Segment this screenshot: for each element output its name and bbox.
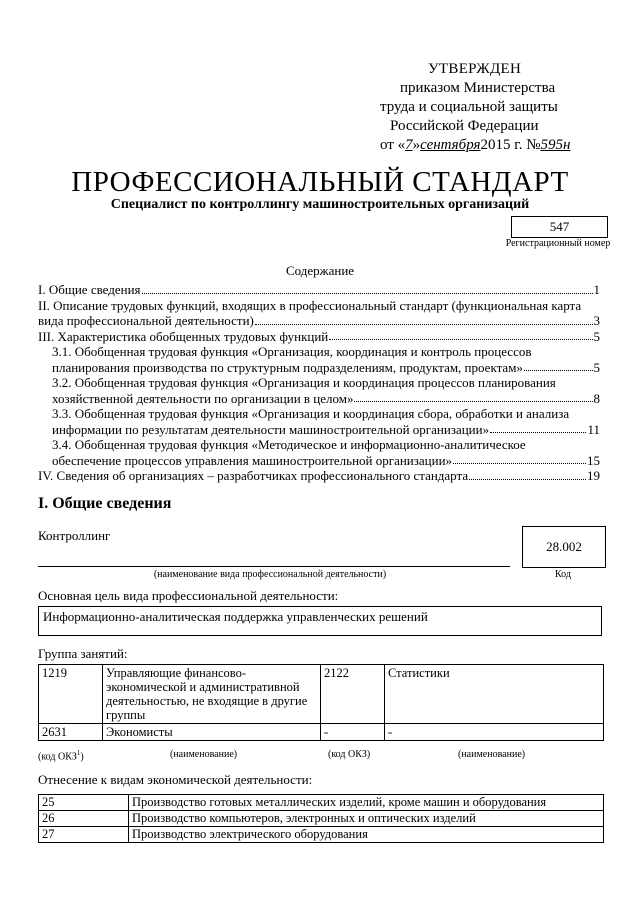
- approval-date: от «7»сентября2015 г. №595н: [380, 137, 571, 153]
- toc-page-number: 11: [587, 421, 600, 437]
- toc-item-text: 3.2. Обобщенная трудовая функция «Организация и координация процессов планирования: [52, 375, 556, 390]
- toc-item[interactable]: [38, 406, 600, 422]
- okz-code: 2122: [321, 665, 385, 724]
- toc-page-number: 15: [587, 452, 600, 468]
- toc-item[interactable]: [38, 437, 600, 453]
- toc-item-text: III. Характеристика обобщенных трудовых функций: [38, 328, 329, 344]
- approval-block: [380, 60, 620, 155]
- table-row: [39, 724, 604, 741]
- okved-code: 26: [39, 811, 129, 827]
- toc-page-number: 5: [593, 359, 600, 375]
- handwritten-number: 595н: [540, 137, 571, 153]
- table-row: [39, 811, 604, 827]
- okz-code: -: [321, 724, 385, 741]
- toc-leader-dots: [329, 339, 592, 340]
- okved-table: [38, 794, 604, 843]
- okz-name: Экономисты: [103, 724, 321, 741]
- toc-page-number: 8: [593, 390, 600, 406]
- okz-code-caption: (код ОКЗ): [328, 749, 371, 760]
- toc-leader-dots: [354, 401, 592, 402]
- toc-leader-dots: [490, 432, 586, 433]
- activity-caption: (наименование вида профессиональной деятельности): [153, 569, 387, 580]
- toc-heading: Содержание: [285, 263, 355, 278]
- toc-item[interactable]: [38, 329, 600, 345]
- toc-item[interactable]: [38, 313, 600, 329]
- document-title: ПРОФЕССИОНАЛЬНЫЙ СТАНДАРТ: [71, 166, 569, 198]
- okved-name: Производство готовых металлических изделий, кроме машин и оборудования: [129, 795, 604, 811]
- toc-item[interactable]: [38, 453, 600, 469]
- toc-item[interactable]: [38, 344, 600, 360]
- approval-line: приказом Министерства: [400, 80, 556, 96]
- toc-leader-dots: [453, 463, 586, 464]
- approval-line: Российской Федерации: [390, 118, 539, 134]
- toc-item-text: хозяйственной деятельности по организации в целом»: [52, 390, 354, 406]
- registration-number-box: 547: [511, 216, 608, 238]
- toc-item[interactable]: [38, 375, 600, 391]
- toc-leader-dots: [142, 293, 593, 294]
- toc-item-text: вида профессиональной деятельности): [38, 313, 254, 328]
- okz-code: 2631: [39, 724, 103, 741]
- toc-page-number: 1: [593, 282, 600, 297]
- occupation-group-table: [38, 664, 604, 741]
- goal-label: Основная цель вида профессиональной деятельности:: [38, 588, 339, 603]
- approval-line: труда и социальной защиты: [380, 99, 558, 115]
- toc-page-number: 3: [593, 313, 600, 328]
- handwritten-month: сентября: [420, 137, 481, 153]
- activity-code-box: 28.002: [522, 526, 606, 568]
- approval-title: УТВЕРЖДЕН: [428, 61, 522, 77]
- goal-box: Информационно-аналитическая поддержка управленческих решений: [38, 606, 602, 636]
- toc-item[interactable]: [38, 468, 600, 484]
- toc-leader-dots: [524, 370, 593, 371]
- okz-name: Управляющие финансово-экономической и административной деятельностью, не входящие в другие группы: [103, 665, 321, 724]
- toc-item-text: I. Общие сведения: [38, 282, 141, 297]
- toc-item-text: 3.1. Обобщенная трудовая функция «Организация, координация и контроль процессов: [52, 344, 532, 359]
- toc-item-text: 3.3. Обобщенная трудовая функция «Организация и координация сбора, обработки и анализа: [52, 406, 570, 421]
- group-label: Группа занятий:: [38, 646, 128, 661]
- table-row: [39, 827, 604, 843]
- toc-item-text: II. Описание трудовых функций, входящих в профессиональный стандарт (функциональная карта: [38, 297, 582, 313]
- toc-item[interactable]: [38, 360, 600, 376]
- okved-name: Производство компьютеров, электронных и оптических изделий: [129, 811, 604, 827]
- okz-code-caption: (код ОКЗ$^1$): [38, 749, 84, 763]
- okz-name-caption: (наименование): [170, 749, 238, 760]
- handwritten-day: 7: [405, 137, 413, 153]
- toc-item-text: обеспечение процессов управления машиностроительной организации»: [52, 452, 453, 468]
- toc-leader-dots: [255, 324, 593, 325]
- table-of-contents: [38, 282, 600, 484]
- registration-label: Регистрационный номер: [505, 238, 611, 249]
- toc-item[interactable]: [38, 282, 600, 298]
- okz-code: 1219: [39, 665, 103, 724]
- toc-page-number: 5: [593, 328, 600, 344]
- document-subtitle: Специалист по контроллингу машиностроительных организаций: [110, 197, 530, 212]
- toc-item[interactable]: [38, 298, 600, 314]
- toc-leader-dots: [469, 479, 586, 480]
- okz-name-caption: (наименование): [458, 749, 526, 760]
- toc-item[interactable]: [38, 422, 600, 438]
- toc-item-text: IV. Сведения об организациях – разработчиках профессионального стандарта: [38, 468, 469, 483]
- activity-name: Контроллинг: [38, 528, 111, 543]
- toc-page-number: 19: [587, 468, 600, 483]
- okved-name: Производство электрического оборудования: [129, 827, 604, 843]
- okz-name: Статистики: [385, 665, 604, 724]
- section-heading: I. Общие сведения: [38, 495, 172, 512]
- table-row: [39, 665, 604, 724]
- okved-code: 25: [39, 795, 129, 811]
- toc-item[interactable]: [38, 391, 600, 407]
- code-caption: Код: [555, 569, 571, 580]
- table-row: [39, 795, 604, 811]
- okved-code: 27: [39, 827, 129, 843]
- toc-item-text: планирования производства по структурным подразделениям, продуктам, проектам»: [52, 359, 523, 375]
- activity-underline: [38, 566, 510, 567]
- okz-name: -: [385, 724, 604, 741]
- toc-item-text: 3.4. Обобщенная трудовая функция «Методическое и информационно-аналитическое: [52, 437, 526, 452]
- okved-label: Отнесение к видам экономической деятельности:: [38, 772, 313, 787]
- toc-item-text: информации по результатам деятельности машиностроительной организации»: [52, 421, 490, 437]
